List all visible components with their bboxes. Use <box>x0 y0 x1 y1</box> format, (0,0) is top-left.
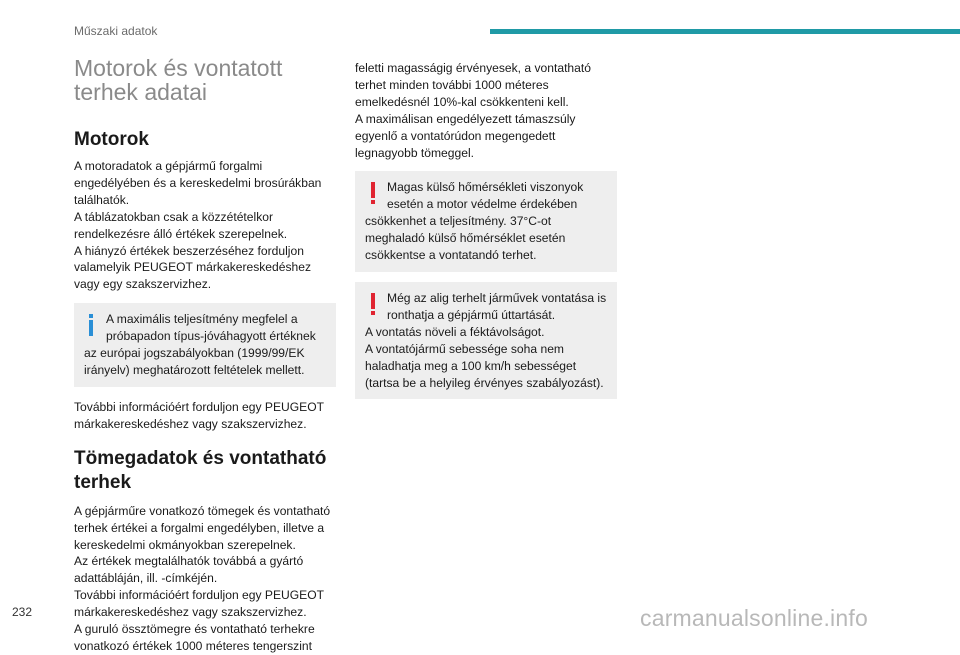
heading-motorok: Motorok <box>74 129 149 150</box>
section-title-line-2: terhek adatai <box>74 79 207 105</box>
text-line: A guruló össztömegre és vontatható terhekre <box>74 622 315 637</box>
note-line: A vontatás növeli a féktávolságot. <box>365 324 545 339</box>
text-line: További információért forduljon egy PEUGEOT <box>74 588 325 603</box>
text-line: legnagyobb tömeggel. <box>355 145 475 160</box>
text-line: terhek értékei a forgalmi engedélyben, illetve a <box>74 520 325 535</box>
text-line: feletti magasságig érvényesek, a vontatható <box>355 61 591 75</box>
text-line: rendelkezésre álló értékek szerepelnek. <box>74 226 288 241</box>
warning-icon <box>367 182 381 204</box>
note-line: az európai jogszabályokban (1999/99/EK <box>84 346 305 361</box>
text-line: Az értékek megtalálhatók továbbá a gyártó <box>74 554 304 569</box>
text-line: márkakereskedéshez vagy szakszervizhez. <box>74 605 307 620</box>
section-title <box>74 56 336 104</box>
header-accent-bar <box>490 29 960 34</box>
more-info-text <box>74 399 336 433</box>
info-note <box>74 303 336 387</box>
continued-text <box>355 60 617 161</box>
info-icon <box>86 314 100 336</box>
running-header: Műszaki adatok <box>74 24 158 38</box>
text-line: További információért forduljon egy PEUGEOT <box>74 399 325 414</box>
note-line: (tartsa be a helyileg érvényes szabályozást). <box>365 375 604 390</box>
note-line: ronthatja a gépjármű úttartását. <box>387 307 556 322</box>
text-line: A motoradatok a gépjármű forgalmi <box>74 159 263 173</box>
text-line: emelkedésnél 10%-kal csökkenteni kell. <box>355 94 569 109</box>
text-line: adattábláján, ill. -címkéjén. <box>74 571 218 586</box>
text-line: A hiányzó értékek beszerzéséhez forduljon <box>74 243 304 258</box>
note-line: Magas külső hőmérsékleti viszonyok <box>387 180 584 195</box>
note-line: Még az alig terhelt járművek vontatása is <box>387 290 607 305</box>
note-line: csökkenhet a teljesítmény. 37°C-ot <box>365 214 552 229</box>
text-line: terhet minden további 1000 méteres <box>355 77 549 92</box>
text-line: egyenlő a vontatórúdon megengedett <box>355 128 556 143</box>
note-line: próbapadon típus-jóváhagyott értéknek <box>106 329 316 344</box>
warning-note-temperature <box>355 171 617 272</box>
text-line: A maximálisan engedélyezett támaszsúly <box>355 111 576 126</box>
text-line: vagy egy szakszervizhez. <box>74 277 212 292</box>
text-line: márkakereskedéshez vagy szakszervizhez. <box>74 416 307 431</box>
watermark: carmanualsonline.info <box>640 605 868 631</box>
text-line: A táblázatokban csak a közzétételkor <box>74 209 273 224</box>
text-line: A gépjárműre vonatkozó tömegek és vontatható <box>74 503 331 518</box>
note-line: A maximális teljesítmény megfelel a <box>106 312 298 327</box>
tomeg-text <box>74 503 336 655</box>
right-column <box>355 60 617 409</box>
text-line: valamelyik PEUGEOT márkakereskedéshez <box>74 260 312 275</box>
text-line: engedélyében és a kereskedelmi brosúrákban <box>74 175 322 190</box>
note-line: A vontatójármű sebessége soha nem <box>365 341 564 356</box>
note-line: meghaladó külső hőmérséklet esetén <box>365 231 566 246</box>
text-line: találhatók. <box>74 192 130 207</box>
note-line: irányelv) meghatározott feltételek mellett. <box>84 362 305 377</box>
page-number: 232 <box>12 605 33 619</box>
motorok-text <box>74 158 336 293</box>
section-title-line-1: Motorok és vontatott <box>74 55 283 81</box>
warning-note-towing <box>355 282 617 399</box>
note-line: haladhatja meg a 100 km/h sebességet <box>365 358 577 373</box>
text-line: vonatkozó értékek 1000 méteres tengerszint <box>74 638 312 653</box>
left-column <box>74 56 336 655</box>
note-line: csökkentse a vontatandó terhet. <box>365 248 537 263</box>
warning-icon <box>367 293 381 315</box>
heading-tomegadatok <box>74 447 336 495</box>
heading-line-1: Tömegadatok és vontatható <box>74 447 327 469</box>
heading-line-2: terhek <box>74 471 132 493</box>
note-line: esetén a motor védelme érdekében <box>387 197 578 212</box>
text-line: kereskedelmi okmányokban szerepelnek. <box>74 537 296 552</box>
